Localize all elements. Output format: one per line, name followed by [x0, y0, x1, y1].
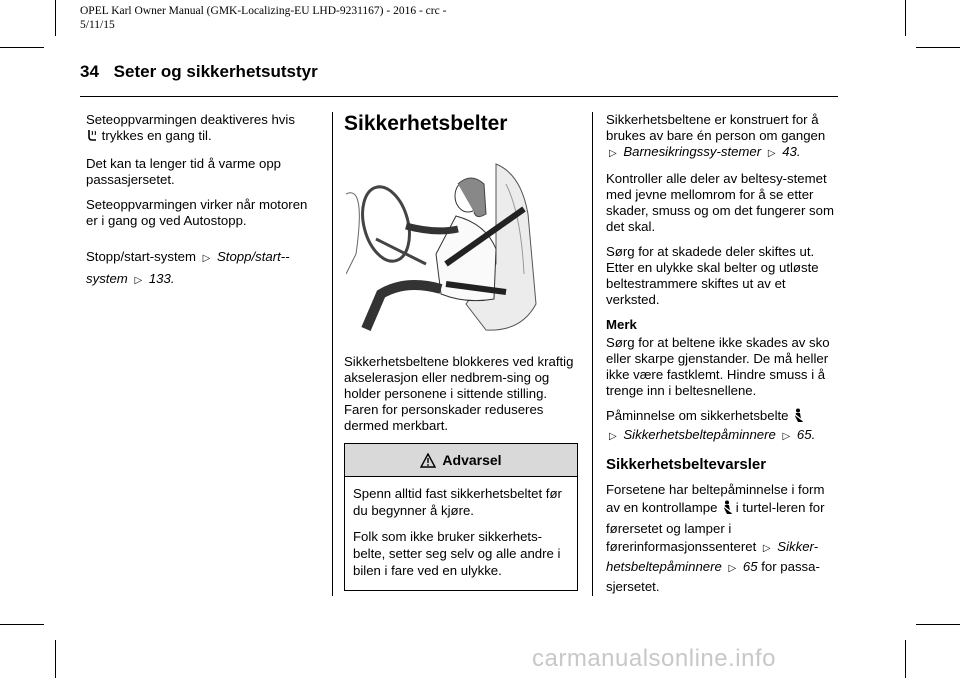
reference-arrow-icon: ▷ — [609, 431, 617, 442]
paragraph — [606, 481, 842, 596]
section-heading: Sikkerhetsbelter — [344, 112, 508, 135]
cross-reference-link[interactable]: Barnesikringssy-stemer — [623, 144, 762, 159]
seatbelt-illustration — [346, 154, 556, 334]
paragraph: Det kan ta lenger tid å varme opp passasjersetet. — [86, 156, 281, 187]
paragraph — [86, 112, 322, 147]
document-header-line2: 5/11/15 — [80, 19, 115, 31]
watermark: carmanualsonline.info — [532, 645, 776, 672]
paragraph: Seteoppvarmingen virker når motoren er i gang og ved Autostopp. — [86, 197, 308, 228]
paragraph: Kontroller alle deler av beltesy-stemet med jevne mellomrom for å se etter skader, smuss og om det fungerer som det skal. — [606, 171, 834, 234]
column-2 — [344, 112, 580, 591]
warning-triangle-icon — [420, 453, 436, 468]
reference-arrow-icon: ▷ — [728, 563, 737, 574]
page-reference[interactable]: 133. — [148, 271, 175, 286]
paragraph — [86, 247, 322, 291]
cross-reference-link[interactable]: Stopp/start-- — [216, 249, 290, 264]
crop-mark — [916, 624, 960, 625]
header-rule — [80, 96, 838, 97]
seatbelt-reminder-icon — [792, 408, 803, 427]
warning-title-text: Advarsel — [442, 452, 502, 468]
reference-arrow-icon: ▷ — [782, 431, 791, 442]
text: Sikkerhetsbeltene er konstruert for å brukes av bare én person om gangen — [606, 112, 826, 143]
paragraph: Sikkerhetsbeltene blokkeres ved kraftig akselerasjon eller nedbrem-sing og holder personene i sittende stilling. Faren for personskader reduseres dermed merkbart. — [344, 354, 574, 433]
cross-reference-link[interactable]: Sikkerhetsbeltepåminnere — [623, 427, 776, 442]
warning-box — [344, 443, 578, 591]
page-number: 34 — [80, 62, 99, 81]
warning-title — [345, 444, 577, 477]
crop-mark — [905, 640, 906, 678]
paragraph — [606, 408, 842, 445]
warning-body — [345, 477, 577, 590]
text: trykkes en gang til. — [101, 128, 212, 143]
crop-mark — [0, 624, 44, 625]
paragraph: Sørg for at beltene ikke skades av sko eller skarpe gjenstander. De må heller ikke være fastklemt. Hindre smuss i å trenge inn i beltesnellene. — [606, 335, 830, 398]
paragraph: Spenn alltid fast sikkerhetsbeltet før du begynner å kjøre. — [353, 486, 562, 518]
reference-arrow-icon: ▷ — [609, 148, 617, 159]
document-header-line1: OPEL Karl Owner Manual (GMK-Localizing-EU LHD-9231167) - 2016 - crc - — [80, 5, 447, 17]
chapter-title: Seter og sikkerhetsutstyr — [113, 62, 318, 81]
crop-mark — [0, 47, 44, 48]
reference-arrow-icon: ▷ — [202, 253, 211, 264]
page-reference[interactable]: 65 — [742, 559, 758, 574]
page-reference[interactable]: 65. — [796, 427, 816, 442]
paragraph — [606, 112, 842, 162]
cross-reference-link[interactable]: system — [86, 271, 128, 286]
seatbelt-reminder-icon — [721, 500, 732, 520]
crop-mark — [55, 640, 56, 678]
text: Seteoppvarmingen deaktiveres hvis — [86, 112, 295, 127]
paragraph: Folk som ikke bruker sikkerhets-belte, setter seg selv og alle andre i bilen i fare ved en ulykke. — [353, 529, 561, 578]
page-reference[interactable]: 43. — [782, 144, 801, 159]
crop-mark — [55, 0, 56, 36]
crop-mark — [916, 47, 960, 48]
reference-arrow-icon: ▷ — [762, 543, 771, 554]
text: Forsetene har beltepåminnelse i form av en kontrollampe — [606, 482, 825, 515]
reference-arrow-icon: ▷ — [767, 148, 776, 159]
text: for passa-sjersetet. — [606, 559, 820, 594]
note-label: Merk — [606, 317, 637, 332]
document-header — [80, 4, 560, 32]
column-divider — [592, 112, 593, 596]
subsection-heading: Sikkerhetsbeltevarsler — [606, 456, 767, 473]
column-divider — [332, 112, 333, 596]
column-1 — [86, 112, 322, 300]
seat-heating-icon — [86, 129, 98, 147]
column-3 — [606, 112, 842, 605]
text: i turtel-leren for førersetet og lamper i førerinformasjonssenteret — [606, 500, 825, 554]
page-heading — [80, 62, 318, 82]
text: Påminnelse om sikkerhetsbelte — [606, 408, 789, 423]
reference-arrow-icon: ▷ — [134, 275, 143, 286]
paragraph: Sørg for at skadede deler skiftes ut. Etter en ulykke skal belter og utløste beltestrammere skiftes ut av et verksted. — [606, 244, 819, 307]
crop-mark — [905, 0, 906, 36]
text: Stopp/start-system — [86, 249, 196, 264]
cross-reference-link[interactable]: Sikker-hetsbeltepåminnere — [606, 539, 819, 574]
